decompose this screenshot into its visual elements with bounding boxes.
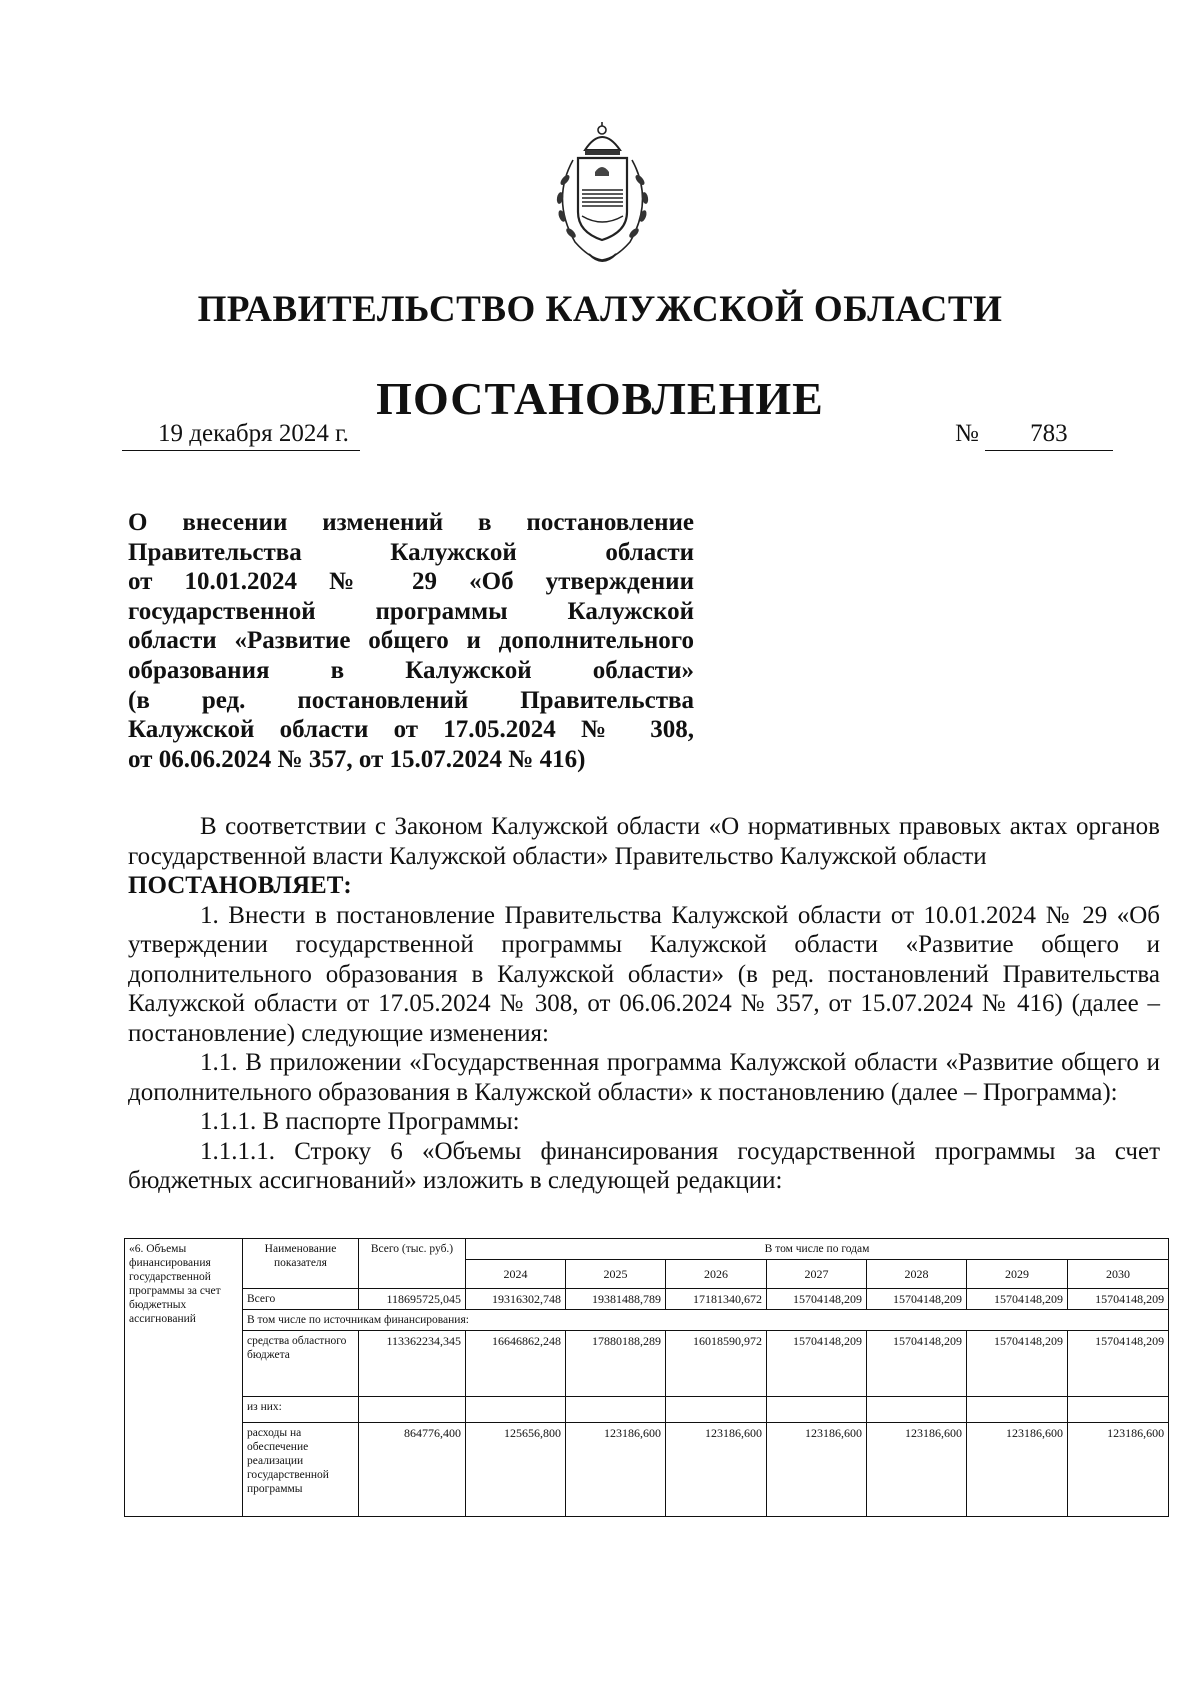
heading-line: от 10.01.2024 № 29 «Об утверждении <box>128 568 694 596</box>
document-type: ПОСТАНОВЛЕНИЕ <box>376 373 824 424</box>
row-value: 17181340,672 <box>666 1289 767 1310</box>
table-row <box>125 1289 1169 1310</box>
document-heading <box>128 508 694 774</box>
financing-table <box>124 1238 1169 1517</box>
row-value: 15704148,209 <box>867 1289 967 1310</box>
resolves-label: ПОСТАНОВЛЯЕТ: <box>128 872 352 899</box>
heading-line: области «Развитие общего и дополнительного <box>128 627 694 655</box>
row-value: 125656,800 <box>466 1423 566 1517</box>
clause-1-1: 1.1. В приложении «Государственная программа Калужской области «Развитие общего и дополнительного образования в Калужской области» к постановлению (далее – Программа): <box>128 1049 1160 1106</box>
row-value: 15704148,209 <box>967 1331 1068 1397</box>
document-number <box>955 420 1113 451</box>
row-value: 19316302,748 <box>466 1289 566 1310</box>
row-value: 123186,600 <box>566 1423 666 1517</box>
table-row <box>125 1331 1169 1397</box>
row-value: 16018590,972 <box>666 1331 767 1397</box>
row-total: 118695725,045 <box>359 1289 466 1310</box>
row-value: 123186,600 <box>867 1423 967 1517</box>
heading-line: образования в Калужской области» <box>128 656 694 684</box>
table-row <box>125 1423 1169 1517</box>
year-header: 2029 <box>967 1260 1068 1289</box>
clause-1-1-1: 1.1.1. В паспорте Программы: <box>200 1108 520 1135</box>
year-header: 2028 <box>867 1260 967 1289</box>
row-value: 15704148,209 <box>1068 1289 1169 1310</box>
heading-line: Калужской области от 17.05.2024 № 308, <box>128 716 694 744</box>
col-header-total: Всего (тыс. руб.) <box>359 1239 466 1289</box>
clause-1: 1. Внести в постановление Правительства Калужской области от 10.01.2024 № 29 «Об утверждении государственной программы Калужской области «Развитие общего и дополнительного образования в Калужской области» (в ред. постановлений Правительства Калужской области от 17.05.2024 № 308, от 06.06.2024 № 357, от 15.07.2024 № 416) (далее – постановление) следующие изменения: <box>128 901 1160 1047</box>
kaluga-coat-of-arms-icon <box>545 120 660 270</box>
row-total: 113362234,345 <box>359 1331 466 1397</box>
row-value: 123186,600 <box>666 1423 767 1517</box>
heading-line: Правительства Калужской области <box>128 538 694 566</box>
row-total: 864776,400 <box>359 1423 466 1517</box>
row-name: Всего <box>243 1289 359 1310</box>
heading-line: О внесении изменений в постановление <box>128 509 694 536</box>
row-value: 123186,600 <box>1068 1423 1169 1517</box>
number-label: № <box>955 420 979 447</box>
row-value: 19381488,789 <box>566 1289 666 1310</box>
row-value: 15704148,209 <box>867 1331 967 1397</box>
row-value: 15704148,209 <box>767 1331 867 1397</box>
row-title-cell: «6. Объемы финансирования государственной программы за счет бюджетных ассигнований <box>125 1239 243 1517</box>
row-value: 15704148,209 <box>1068 1331 1169 1397</box>
document-body <box>128 812 1160 1196</box>
year-header: 2027 <box>767 1260 867 1289</box>
row-value: 123186,600 <box>767 1423 867 1517</box>
col-header-years: В том числе по годам <box>466 1239 1169 1260</box>
clause-1-1-1-1: 1.1.1.1. Строку 6 «Объемы финансирования государственной программы за счет бюджетных ассигнований» изложить в следующей редакции: <box>128 1137 1160 1194</box>
year-header: 2026 <box>666 1260 767 1289</box>
of-them-label: из них: <box>243 1397 359 1423</box>
col-header-name: Наименование показателя <box>243 1239 359 1289</box>
heading-line: (в ред. постановлений Правительства <box>128 686 694 714</box>
document-date: 19 декабря 2024 г. <box>122 420 360 451</box>
year-header: 2024 <box>466 1260 566 1289</box>
sources-label: В том числе по источникам финансирования: <box>243 1310 1169 1331</box>
row-name: средства областного бюджета <box>243 1331 359 1397</box>
row-value: 123186,600 <box>967 1423 1068 1517</box>
government-title: ПРАВИТЕЛЬСТВО КАЛУЖСКОЙ ОБЛАСТИ <box>197 289 1003 330</box>
number-value: 783 <box>985 420 1113 451</box>
row-value: 17880188,289 <box>566 1331 666 1397</box>
heading-line: государственной программы Калужской <box>128 597 694 625</box>
heading-line: от 06.06.2024 № 357, от 15.07.2024 № 416) <box>128 745 586 773</box>
row-name: расходы на обеспечение реализации государственной программы <box>243 1423 359 1517</box>
year-header: 2030 <box>1068 1260 1169 1289</box>
year-header: 2025 <box>566 1260 666 1289</box>
row-value: 15704148,209 <box>967 1289 1068 1310</box>
row-value: 15704148,209 <box>767 1289 867 1310</box>
row-value: 16646862,248 <box>466 1331 566 1397</box>
intro-paragraph: В соответствии с Законом Калужской области «О нормативных правовых актах органов государственной власти Калужской области» Правительство Калужской области <box>128 813 1160 870</box>
